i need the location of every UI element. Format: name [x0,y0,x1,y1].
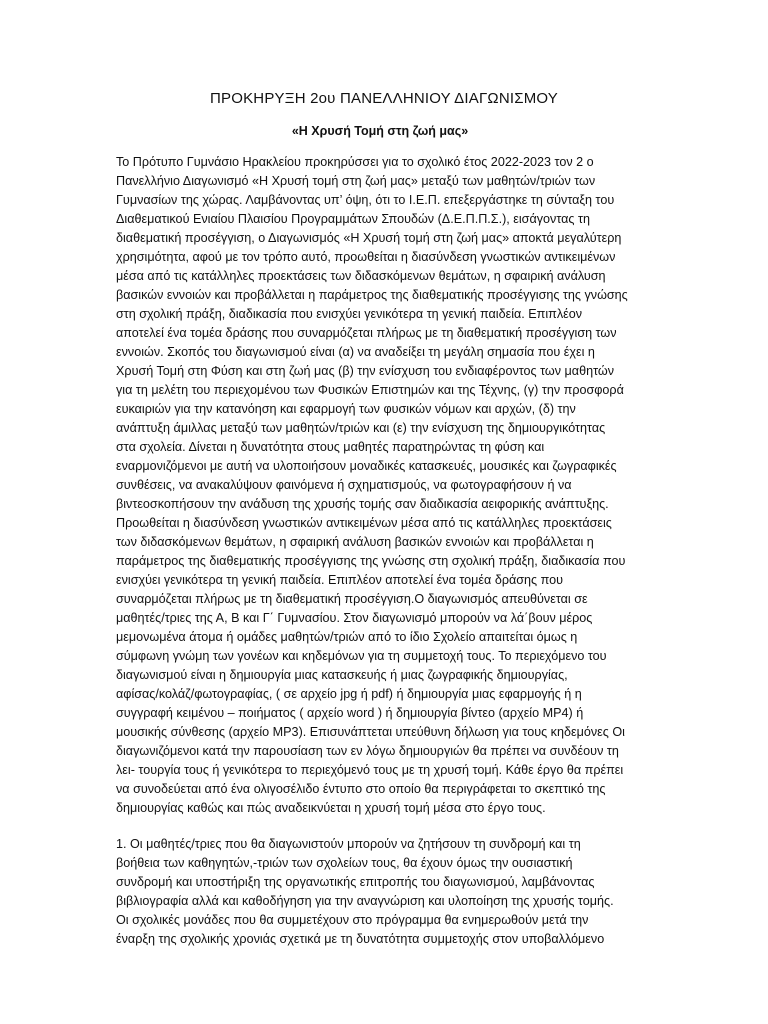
text-line: στα σχολεία. Δίνεται η δυνατότητα στους μαθητές παρατηρώντας τη φύση και [116,440,545,454]
text-line: αποτελεί ένα τομέα δράσης που συναρμόζεται πλήρως με τη διαθεματική προσέγγιση των [116,326,617,340]
text-line: συναρμόζεται πλήρως με τη διαθεματική προσέγγιση.Ο διαγωνισμός απευθύνεται σε [116,592,588,606]
text-line: Γυμνασίων της χώρας. Λαμβάνοντας υπ’ όψη, ότι το Ι.Ε.Π. επεξεργάστηκε τη σύνταξη του [116,193,615,207]
text-line: Χρυσή Τομή στη Φύση και στη ζωή μας (β) την ενίσχυση του ενδιαφέροντος των μαθητών [116,364,615,378]
text-line: να συνοδεύεται από ένα ολιγοσέλιδο έντυπο στο οποίο θα περιγράφεται το σκεπτικό της [116,782,606,796]
text-line: αφίσας/κολάζ/φωτογραφίας, ( σε αρχείο jpg ή pdf) ή δημιουργία μιας εφαρμογής ή η [116,687,582,701]
text-line: μέσα από τις κατάλληλες προεκτάσεις των διδασκόμενων θεμάτων, η σφαιρική ανάλυση [116,269,606,283]
document-body [116,153,756,949]
text-line: συνθέσεις, να ανακαλύψουν φαινόμενα ή σχηματισμούς, να φωτογραφήσουν ή να [116,478,572,492]
text-line: των διδασκόμενων θεμάτων, η σφαιρική ανάλυση βασικών εννοιών και προβάλλεται η [116,535,594,549]
text-line: Προωθείται η διασύνδεση γνωστικών αντικειμένων μέσα από τις κατάλληλες προεκτάσεις [116,516,612,530]
document-subtitle: «Η Χρυσή Τομή στη ζωή μας» [291,124,469,138]
text-line: στη σχολική πράξη, διαδικασία που ενισχύει γενικότερα τη γενική παιδεία. Επιπλέον [116,307,583,321]
text-line: για τη μελέτη του περιεχομένου των Φυσικών Επιστημών και της Τέχνης, (γ) την προσφορά [116,383,624,397]
text-line: Πανελλήνιο Διαγωνισμό «Η Χρυσή τομή στη ζωή μας» μεταξύ των μαθητών/τριών των [116,174,596,188]
text-line: 1. Οι μαθητές/τριες που θα διαγωνιστούν μπορούν να ζητήσουν τη συνδρομή και τη [116,837,581,851]
text-line: βιβλιογραφία αλλά και καθοδήγηση για την αναγνώριση και υλοποίηση της χρυσής τομής. [116,894,614,908]
text-line: συνδρομή και υποστήριξη της οργανωτικής επιτροπής του διαγωνισμού, λαμβάνοντας [116,875,595,889]
text-line: Το Πρότυπο Γυμνάσιο Ηρακλείου προκηρύσσει για το σχολικό έτος 2022-2023 τον 2 ο [116,155,594,169]
paragraph-2 [116,835,756,949]
text-line: βασικών εννοιών και προβάλλεται η παράμετρος της διαθεματικής προσέγγισης της γνώσης [116,288,628,302]
text-line: δημιουργίας καθώς και πώς αναδεικνύεται η χρυσή τομή μέσα στο έργο τους. [116,801,546,815]
text-line: έναρξη της σχολικής χρονιάς σχετικά με τη δυνατότητα συμμετοχής στον υποβαλλόμενο [116,932,605,946]
text-line: ευκαιριών για την κατανόηση και εφαρμογή των φυσικών νόμων και αρχών, (δ) την [116,402,576,416]
paragraph-spacing [116,818,756,835]
text-line: Οι σχολικές μονάδες που θα συμμετέχουν στο πρόγραμμα θα ενημερωθούν μετά την [116,913,589,927]
text-line: μεμονωμένα άτομα ή ομάδες μαθητών/τριών από το ίδιο Σχολείο απαιτείται όμως η [116,630,578,644]
text-line: διαγωνισμού είναι η δημιουργία μιας κατασκευής ή μιας ζωγραφικής δημιουργίας, [116,668,568,682]
text-line: λει- τουργία τους ή γενικότερα το περιεχόμενό τους με τη χρυσή τομή. Κάθε έργο θα πρέπει [116,763,624,777]
text-line: σύμφωνη γνώμη των γονέων και κηδεμόνων για τη συμμετοχή τους. Το περιεχόμενο του [116,649,607,663]
text-line: ανάπτυξη άμιλλας μεταξύ των μαθητών/τριών και (ε) την ενίσχυση της δημιουργικότητας [116,421,606,435]
paragraph-1 [116,153,756,818]
text-line: συγγραφή κειμένου – ποιήματος ( αρχείο word ) ή δημιουργία βίντεο (αρχείο MP4) ή [116,706,584,720]
text-line: βιντεοσκοπήσουν την ανάδυση της χρυσής τομής σαν διαδικασία αειφορικής ανάπτυξης. [116,497,609,511]
text-line: παράμετρος της διαθεματικής προσέγγισης της γνώσης στη σχολική πράξη, διαδικασία που [116,554,626,568]
text-line: διαθεματική προσέγγιση, ο Διαγωνισμός «Η Χρυσή τομή στη ζωή μας» αποκτά μεγαλύτερη [116,231,622,245]
text-line: εννοιών. Σκοπός του διαγωνισμού είναι (α) να αναδείξει τη μεγάλη σημασία που έχει η [116,345,595,359]
document-title: ΠΡΟΚΗΡΥΞΗ 2ου ΠΑΝΕΛΛΗΝΙΟΥ ΔΙΑΓΩΝΙΣΜΟΥ [210,90,558,107]
text-line: διαγωνιζόμενοι κατά την παρουσίαση των εν λόγω δημιουργιών θα πρέπει να συνδέουν τη [116,744,619,758]
text-line: εναρμονιζόμενοι με αυτή να υλοποιήσουν μοναδικές κατασκευές, μουσικές και ζωγραφικές [116,459,617,473]
text-line: βοήθεια των καθηγητών,-τριών των σχολείων τους, θα έχουν όμως την ουσιαστική [116,856,573,870]
text-line: ενισχύει γενικότερα τη γενική παιδεία. Επιπλέον αποτελεί ένα τομέα δράσης που [116,573,564,587]
text-line: μουσικής σύνθεσης (αρχείο MP3). Επισυνάπτεται υπεύθυνη δήλωση για τους κηδεμόνες Οι [116,725,625,739]
text-line: Διαθεματικού Ενιαίου Πλαισίου Προγραμμάτων Σπουδών (Δ.Ε.Π.Π.Σ.), εισάγοντας τη [116,212,590,226]
text-line: χρησιμότητα, αφού με τον τρόπο αυτό, προωθείται η διασύνδεση γνωστικών αντικειμένων [116,250,616,264]
text-line: μαθητές/τριες της Α, Β και Γ΄ Γυμνασίου. Στον διαγωνισμό μπορούν να λά΄βουν μέρος [116,611,593,625]
